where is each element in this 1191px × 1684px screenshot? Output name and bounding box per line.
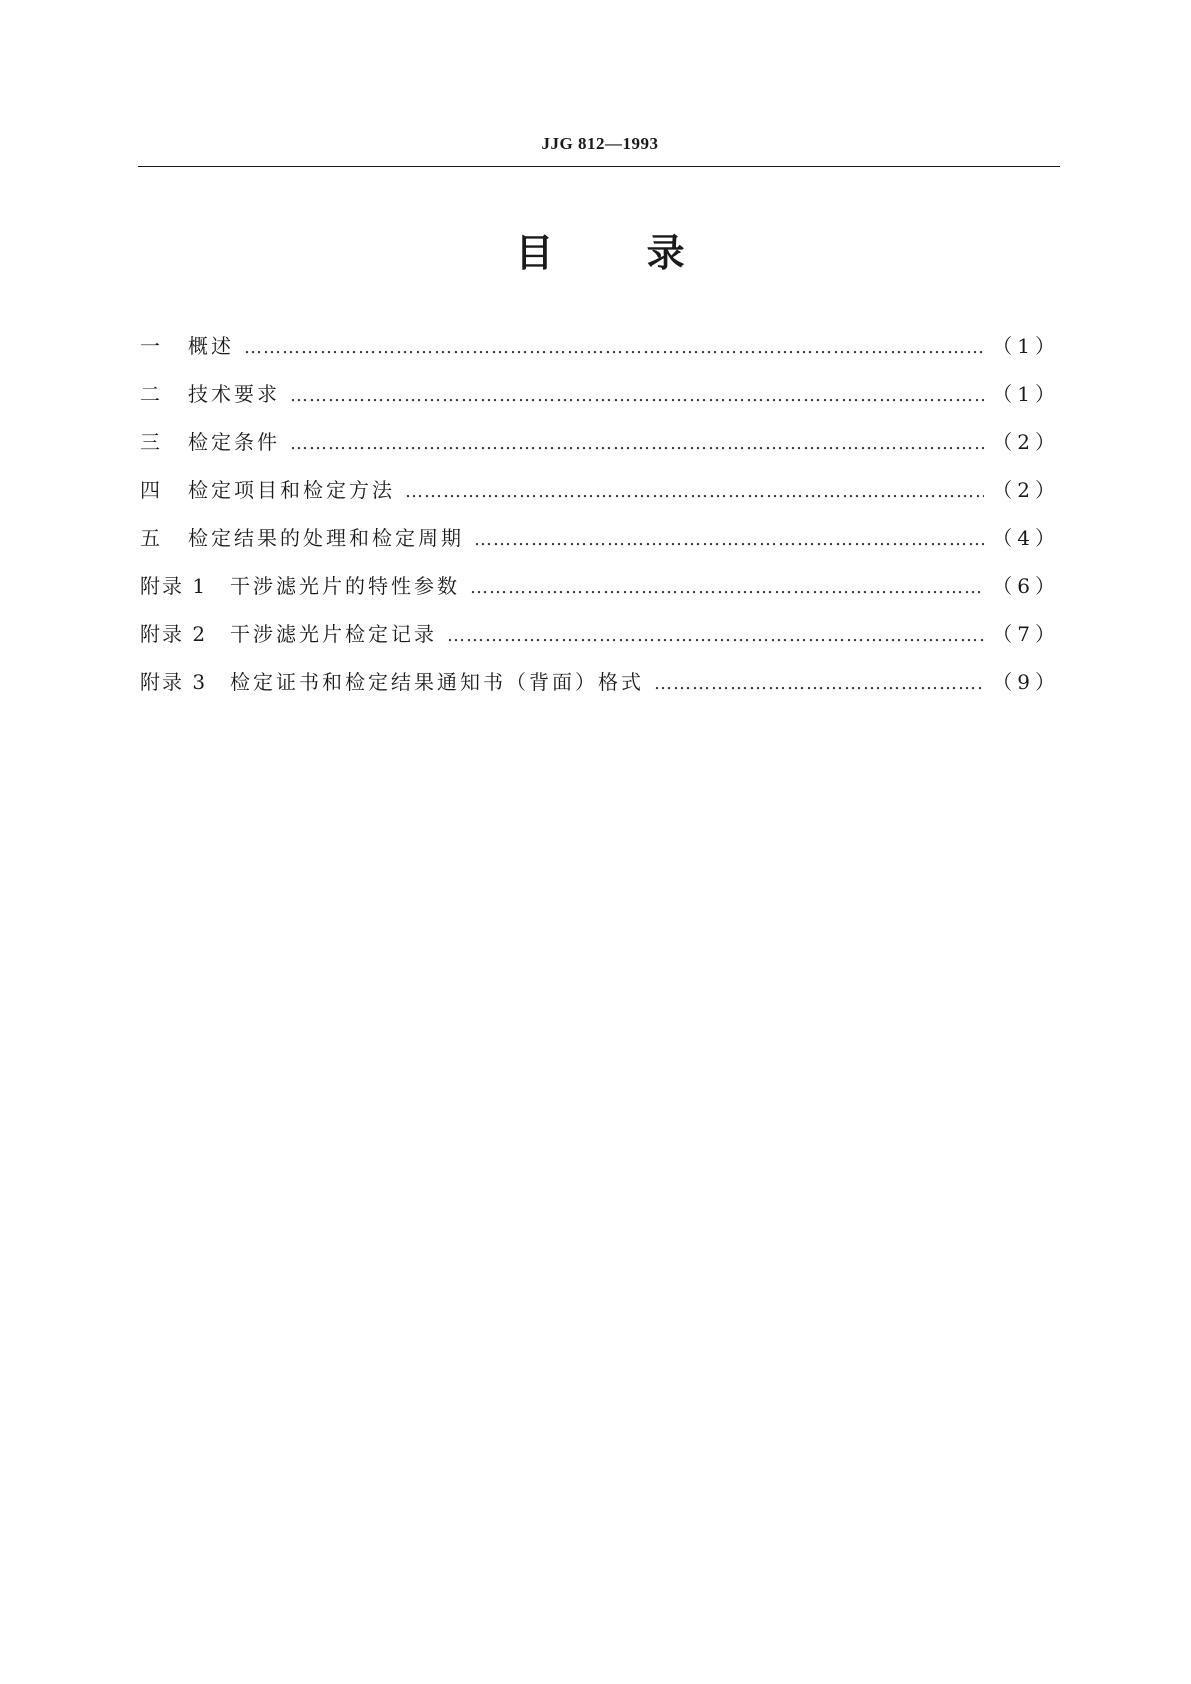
dot-leader [244, 337, 984, 358]
toc-entry-number: 附录 3 [140, 670, 208, 694]
header-rule [138, 166, 1060, 167]
page-title: 目 录 [515, 231, 685, 275]
dot-leader [654, 673, 984, 694]
toc-entry-number: 四 [140, 478, 162, 502]
dot-leader [405, 481, 984, 502]
toc-entry-number: 附录 2 [140, 622, 208, 646]
toc-entry-number: 三 [140, 430, 162, 454]
dot-leader [470, 577, 984, 598]
toc-entry-page: （9） [992, 670, 1060, 694]
toc-entry-page: （2） [992, 430, 1060, 454]
toc-entry-page: （4） [992, 526, 1060, 550]
toc-entry-label: 概述 [188, 334, 234, 358]
toc-entry-label: 干涉滤光片的特性参数 [230, 574, 460, 598]
toc-entry-3[interactable] [140, 426, 1060, 474]
toc-entry-label: 检定证书和检定结果通知书（背面）格式 [230, 670, 644, 694]
toc-entry-4[interactable] [140, 474, 1060, 522]
toc-entry-label: 检定项目和检定方法 [188, 478, 395, 502]
toc-entry-1[interactable] [140, 330, 1060, 378]
toc-entry-label: 检定条件 [188, 430, 280, 454]
toc-entry-number: 一 [140, 334, 162, 358]
toc-entry-appendix-1[interactable] [140, 570, 1060, 618]
toc-entry-number: 五 [140, 526, 162, 550]
toc-entry-page: （6） [992, 574, 1060, 598]
toc-entry-appendix-3[interactable] [140, 666, 1060, 714]
toc-entry-2[interactable] [140, 378, 1060, 426]
toc-entry-number: 附录 1 [140, 574, 208, 598]
toc-entry-appendix-2[interactable] [140, 618, 1060, 666]
toc-entry-5[interactable] [140, 522, 1060, 570]
toc-entry-number: 二 [140, 382, 162, 406]
toc-entry-label: 干涉滤光片检定记录 [230, 622, 437, 646]
toc-entry-page: （7） [992, 622, 1060, 646]
toc-entry-page: （1） [992, 382, 1060, 406]
toc-entry-label: 检定结果的处理和检定周期 [188, 526, 464, 550]
toc-entry-label: 技术要求 [188, 382, 280, 406]
toc-entry-page: （1） [992, 334, 1060, 358]
table-of-contents [140, 330, 1060, 714]
toc-entry-page: （2） [992, 478, 1060, 502]
dot-leader [290, 433, 984, 454]
dot-leader [447, 625, 984, 646]
dot-leader [474, 529, 984, 550]
document-code-header: JJG 812—1993 [541, 134, 659, 153]
dot-leader [290, 385, 984, 406]
